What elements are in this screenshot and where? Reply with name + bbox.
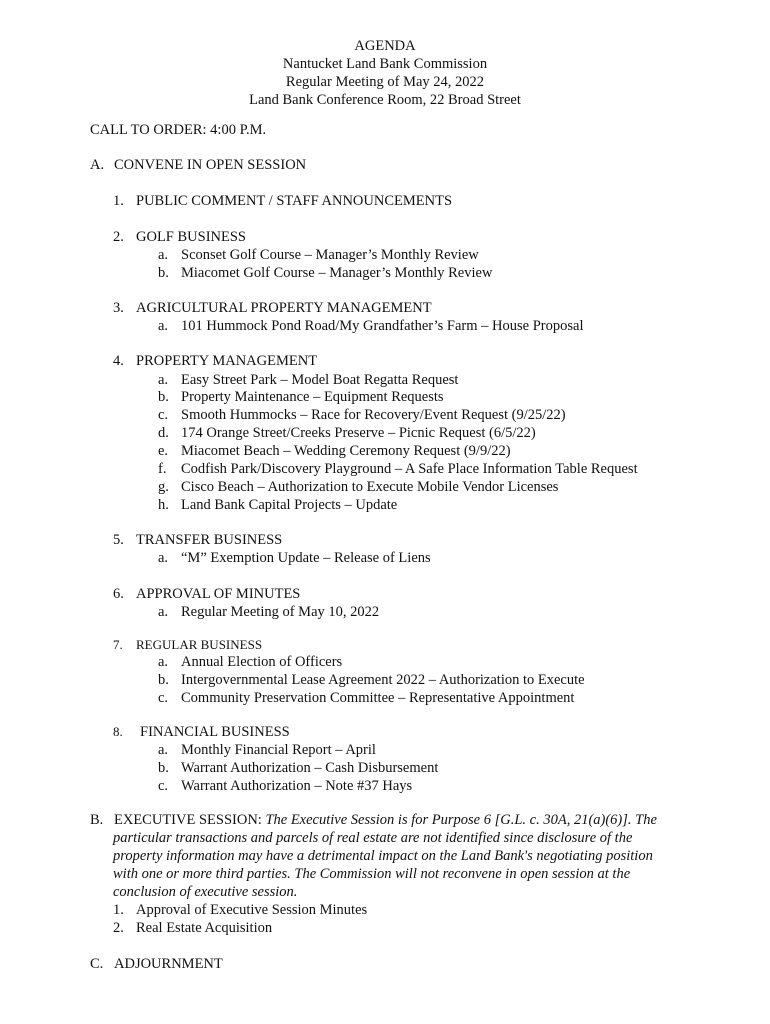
- item-title: TRANSFER BUSINESS: [136, 532, 283, 548]
- sub-item: [158, 741, 376, 759]
- section-b-executive-session: [90, 811, 690, 937]
- sub-text: Property Maintenance – Equipment Requests: [181, 389, 444, 405]
- sub-item: [158, 264, 492, 282]
- sub-letter: h.: [158, 497, 169, 513]
- sub-text: Annual Election of Officers: [181, 654, 343, 670]
- item-number: 1.: [113, 193, 124, 209]
- organization-name: Nantucket Land Bank Commission: [282, 56, 488, 72]
- sub-text: Warrant Authorization – Note #37 Hays: [181, 778, 413, 794]
- sub-letter: a.: [158, 318, 169, 334]
- sub-text: Smooth Hummocks – Race for Recovery/Event Request (9/25/22): [181, 407, 566, 423]
- exec-item-1: [90, 901, 690, 919]
- section-title: EXECUTIVE SESSION:: [114, 812, 262, 828]
- exec-item-2: [90, 919, 690, 937]
- item-number: 7.: [113, 637, 123, 652]
- sub-item: [158, 317, 583, 335]
- sub-text: 174 Orange Street/Creeks Preserve – Picnic Request (6/5/22): [181, 425, 536, 441]
- item-title: FINANCIAL BUSINESS: [140, 724, 290, 740]
- section-title: CONVENE IN OPEN SESSION: [114, 157, 307, 173]
- sub-text: Monthly Financial Report – April: [181, 742, 376, 758]
- exec-description-line: property information may have a detrimental impact on the Land Bank's negotiating position: [113, 848, 653, 864]
- sub-item: [158, 549, 431, 567]
- item-number: 8.: [113, 724, 123, 739]
- item-number: 2.: [113, 229, 124, 245]
- sub-text: Codfish Park/Discovery Playground – A Safe Place Information Table Request: [181, 461, 638, 477]
- agenda-item-6: [113, 585, 300, 603]
- sub-item: [158, 653, 342, 671]
- item-title: AGRICULTURAL PROPERTY MANAGEMENT: [136, 300, 432, 316]
- agenda-title: AGENDA: [354, 38, 416, 54]
- call-to-order: CALL TO ORDER: 4:00 P.M.: [90, 122, 267, 138]
- sub-text: Miacomet Beach – Wedding Ceremony Request (9/9/22): [181, 443, 511, 459]
- sub-item: [158, 246, 479, 264]
- sub-text: Intergovernmental Lease Agreement 2022 – Authorization to Execute: [181, 672, 585, 688]
- sub-item: [158, 478, 558, 496]
- exec-description-line: particular transactions and parcels of real estate are not identified since disclosure of the: [113, 830, 633, 846]
- agenda-header: [0, 37, 770, 109]
- sub-item: [158, 406, 566, 424]
- item-title: Real Estate Acquisition: [136, 920, 273, 936]
- sub-item: [158, 388, 444, 406]
- agenda-item-2: [113, 228, 246, 246]
- agenda-item-5: [113, 531, 282, 549]
- item-title: PROPERTY MANAGEMENT: [136, 353, 318, 369]
- sub-letter: a.: [158, 247, 169, 263]
- sub-text: Miacomet Golf Course – Manager’s Monthly Review: [181, 265, 493, 281]
- item-title: APPROVAL OF MINUTES: [136, 586, 301, 602]
- item-number: 4.: [113, 353, 124, 369]
- exec-description-line: The Executive Session is for Purpose 6 [G.L. c. 30A, 21(a)(6)]. The: [265, 812, 657, 828]
- sub-text: Warrant Authorization – Cash Disbursement: [181, 760, 439, 776]
- agenda-item-7: [113, 636, 262, 654]
- sub-item: [158, 442, 511, 460]
- item-number: 2.: [113, 920, 124, 936]
- sub-item: [158, 371, 458, 389]
- item-number: 3.: [113, 300, 124, 316]
- sub-letter: g.: [158, 479, 169, 495]
- sub-letter: f.: [158, 461, 167, 477]
- section-letter: B.: [90, 812, 104, 828]
- sub-letter: b.: [158, 265, 169, 281]
- sub-letter: b.: [158, 389, 169, 405]
- section-a-heading: [90, 156, 306, 174]
- section-title: ADJOURNMENT: [114, 956, 223, 972]
- sub-item: [158, 424, 536, 442]
- sub-letter: c.: [158, 407, 169, 423]
- exec-description-line: conclusion of executive session.: [113, 884, 298, 900]
- sub-letter: e.: [158, 443, 169, 459]
- sub-item: [158, 777, 412, 795]
- sub-letter: b.: [158, 672, 169, 688]
- section-letter: C.: [90, 956, 104, 972]
- item-number: 5.: [113, 532, 124, 548]
- sub-text: Regular Meeting of May 10, 2022: [181, 604, 380, 620]
- sub-item: [158, 460, 638, 478]
- sub-letter: a.: [158, 372, 169, 388]
- item-title: GOLF BUSINESS: [136, 229, 246, 245]
- sub-text: Cisco Beach – Authorization to Execute Mobile Vendor Licenses: [181, 479, 559, 495]
- section-letter: A.: [90, 157, 105, 173]
- sub-letter: a.: [158, 550, 169, 566]
- sub-item: [158, 496, 397, 514]
- sub-item: [158, 689, 574, 707]
- section-b-heading: [90, 811, 690, 829]
- sub-letter: a.: [158, 742, 169, 758]
- meeting-date: Regular Meeting of May 24, 2022: [285, 74, 485, 90]
- sub-text: “M” Exemption Update – Release of Liens: [181, 550, 431, 566]
- sub-letter: d.: [158, 425, 169, 441]
- sub-text: Easy Street Park – Model Boat Regatta Request: [181, 372, 459, 388]
- sub-item: [158, 759, 438, 777]
- item-title: Approval of Executive Session Minutes: [136, 902, 368, 918]
- item-number: 1.: [113, 902, 124, 918]
- agenda-item-8: [113, 723, 290, 741]
- section-c-heading: [90, 955, 223, 973]
- sub-text: Sconset Golf Course – Manager’s Monthly Review: [181, 247, 479, 263]
- item-title: REGULAR BUSINESS: [136, 637, 263, 652]
- exec-description-line: with one or more third parties. The Commission will not reconvene in open session at the: [113, 866, 631, 882]
- sub-text: 101 Hummock Pond Road/My Grandfather’s Farm – House Proposal: [181, 318, 584, 334]
- item-number: 6.: [113, 586, 124, 602]
- sub-text: Community Preservation Committee – Representative Appointment: [181, 690, 575, 706]
- sub-item: [158, 671, 585, 689]
- agenda-item-3: [113, 299, 432, 317]
- meeting-location: Land Bank Conference Room, 22 Broad Street: [249, 92, 521, 108]
- sub-text: Land Bank Capital Projects – Update: [181, 497, 398, 513]
- sub-item: [158, 603, 379, 621]
- sub-letter: a.: [158, 604, 169, 620]
- agenda-item-4: [113, 352, 317, 370]
- agenda-item-1: [113, 192, 452, 210]
- sub-letter: c.: [158, 778, 169, 794]
- sub-letter: c.: [158, 690, 169, 706]
- sub-letter: b.: [158, 760, 169, 776]
- sub-letter: a.: [158, 654, 169, 670]
- item-title: PUBLIC COMMENT / STAFF ANNOUNCEMENTS: [136, 193, 453, 209]
